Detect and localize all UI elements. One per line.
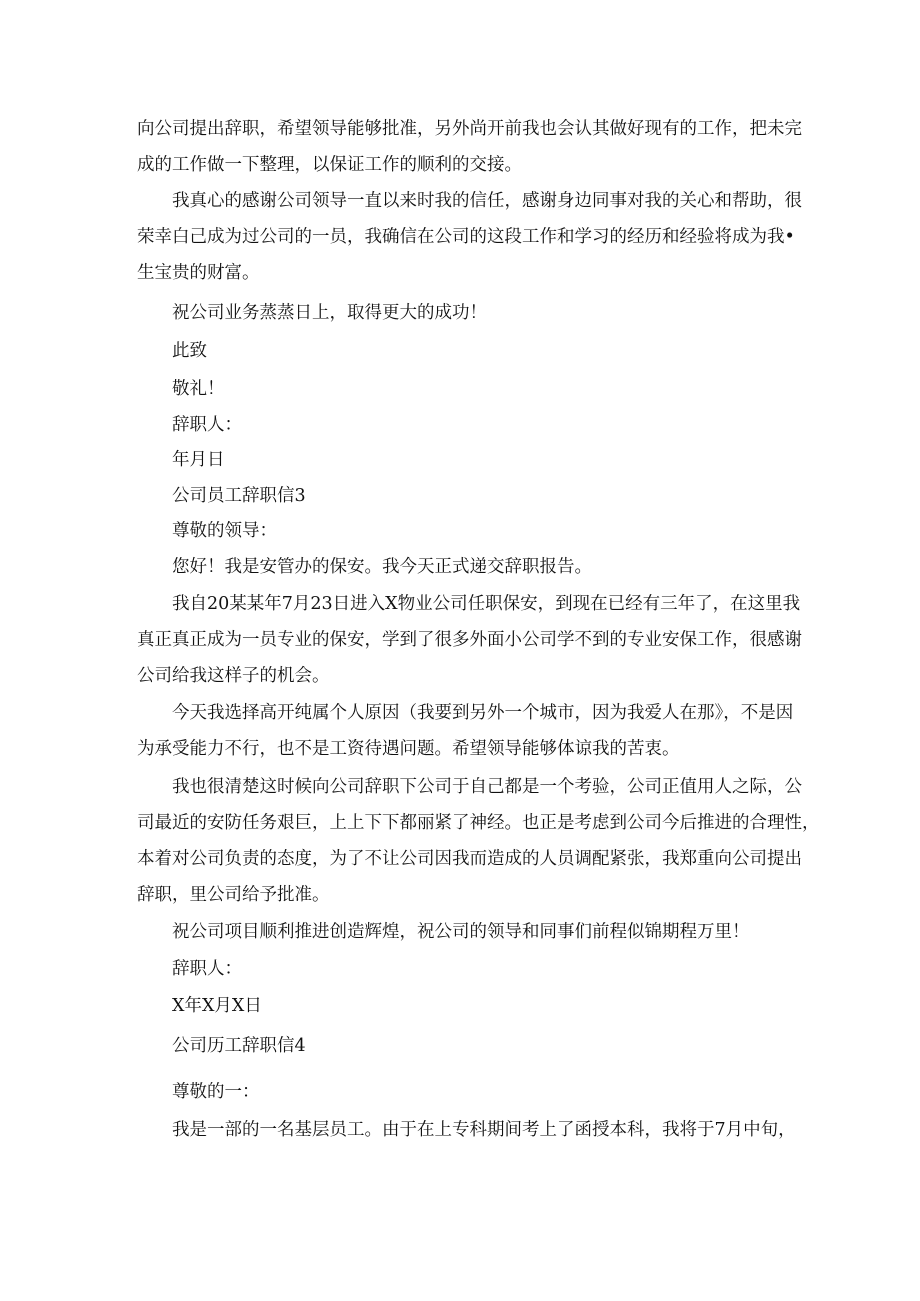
paragraph-line: 荣幸白己成为过公司的一员，我确信在公司的这段工作和学习的经历和经验将成为我• — [137, 227, 795, 247]
salutation-line: 此致 — [172, 341, 207, 361]
paragraph-line: 真正真正成为一员专业的保安，学到了很多外面小公司学不到的专业安保工作，很感谢 — [137, 630, 802, 650]
paragraph-line: 公司给我这样子的机会。 — [137, 666, 330, 686]
paragraph-line: 司最近的安防任务艰巨，上上下下都丽紧了神经。也正是考虑到公司今后推进的合理性， — [137, 813, 820, 833]
paragraph-line: 向公司提出辞职，希望领导能够批准，另外尚开前我也会认其做好现有的工作，把未完 — [137, 119, 802, 139]
paragraph-line: 辞职，里公司给予批准。 — [137, 885, 330, 905]
signature-label: 辞职人： — [172, 415, 242, 435]
paragraph-line: 祝公司项目顺利推进创造辉煌，祝公司的领导和同事们前程似锦期程万里！ — [172, 922, 750, 942]
signature-label: 辞职人： — [172, 959, 242, 979]
salutation-line: 敬礼！ — [172, 379, 225, 399]
paragraph-line: 我也很清楚这时候向公司辞职下公司于自己都是一个考验，公司正值用人之际，公 — [172, 777, 802, 797]
paragraph-line: 今天我选择高开纯属个人原因（我要到另外一个城市，因为我爱人在那》，不是因 — [172, 703, 794, 723]
date-line: X年X月X日 — [172, 996, 262, 1016]
paragraph-line: 本着对公司负责的态度，为了不让公司因我而造成的人员调配紧张，我郑重向公司提出 — [137, 849, 802, 869]
date-line: 年月日 — [172, 450, 225, 470]
paragraph-line: 为承受能力不行，也不是工资待遇问题。希望领导能够体谅我的苦衷。 — [137, 739, 680, 759]
section-heading: 公司员工辞职信3 — [172, 486, 306, 506]
paragraph-line: 我自20某某年7月23日进入X物业公司任职保安，到现在已经有三年了，在这里我 — [172, 594, 801, 614]
greeting-line: 尊敬的一： — [172, 1082, 260, 1102]
section-heading: 公司历工辞职信4 — [172, 1036, 306, 1056]
paragraph-line: 您好！我是安管办的保安。我今天正式递交辞职报告。 — [172, 557, 592, 577]
paragraph-line: 成的工作做一下整理，以保证工作的顺利的交接。 — [137, 155, 522, 175]
greeting-line: 尊敬的领导： — [172, 521, 277, 541]
paragraph-line: 祝公司业务蒸蒸日上，取得更大的成功！ — [172, 303, 487, 323]
paragraph-line: 生宝贵的财富。 — [137, 263, 260, 283]
paragraph-line: 我真心的感谢公司领导一直以来时我的信任，感谢身边同事对我的关心和帮助，很 — [172, 191, 802, 211]
paragraph-line: 我是一部的一名基层员工。由于在上专科期间考上了函授本科，我将于7月中旬， — [172, 1120, 796, 1140]
